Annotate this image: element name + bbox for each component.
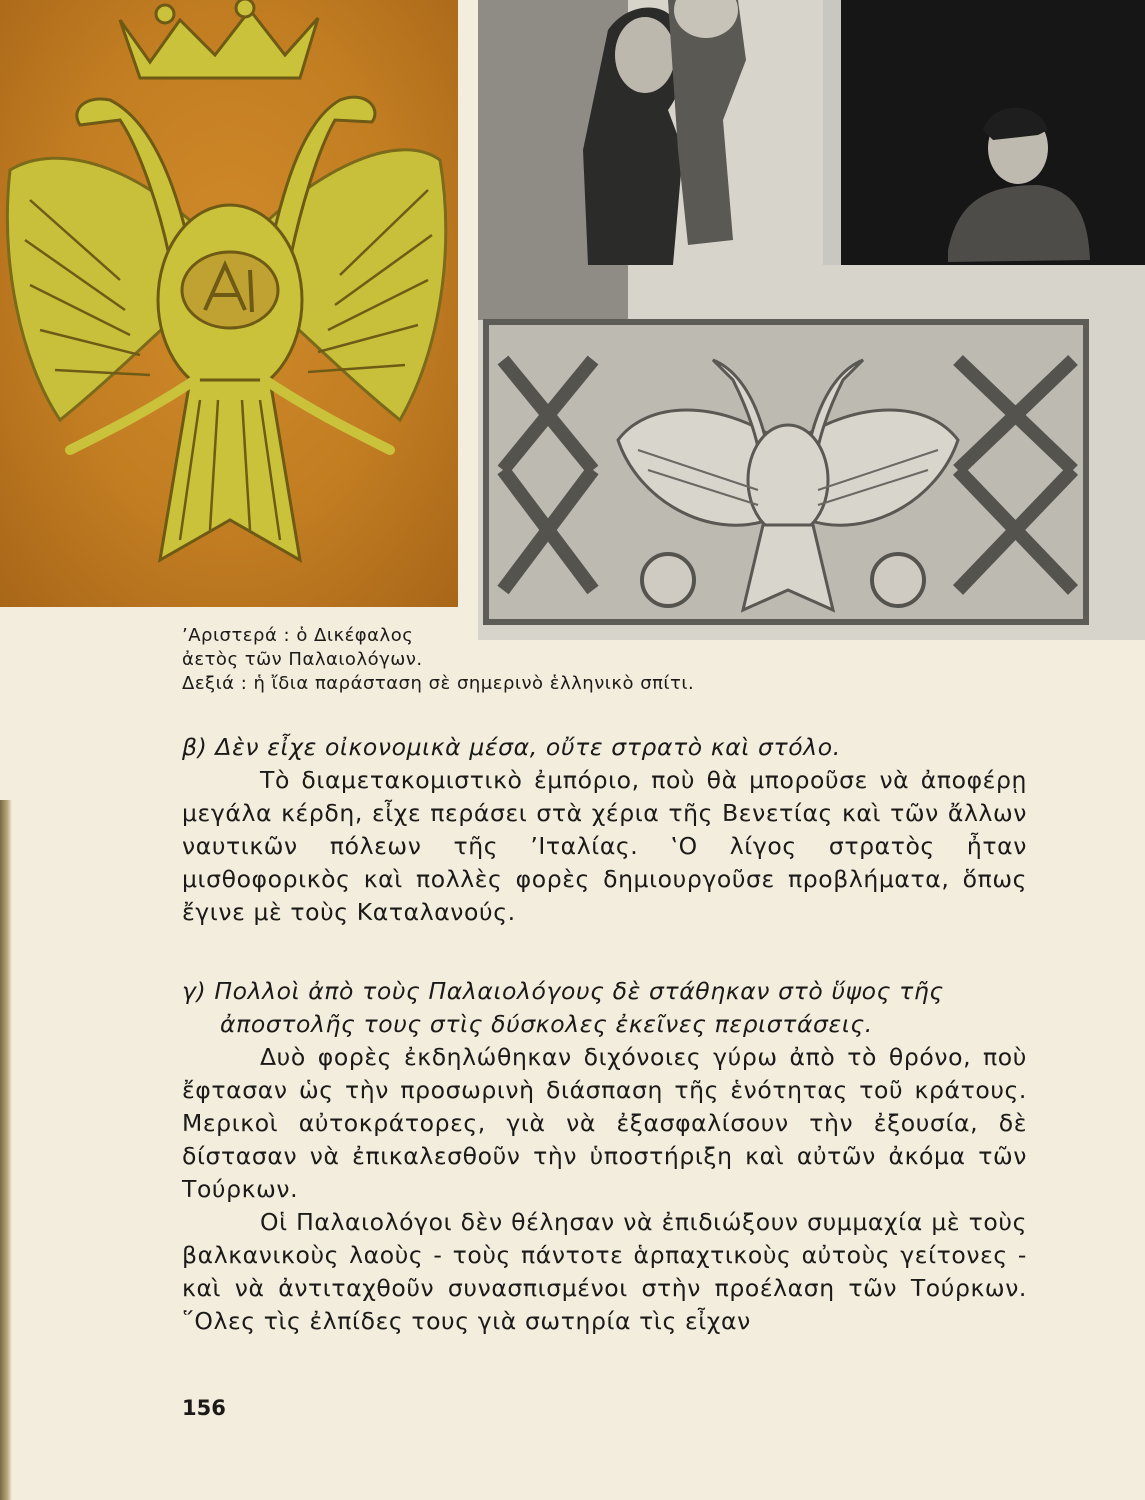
page-number: 156 xyxy=(182,1396,226,1420)
double-headed-eagle-illustration xyxy=(0,0,458,607)
section-c-paragraph-2: Οἱ Παλαιολόγοι δὲν θέλησαν νὰ ἐπιδιώξουν συμμαχία μὲ τοὺς βαλκανικοὺς λαοὺς - τοὺς πάντοτε ἁρπαχτικοὺς αὐτοὺς γείτονες - καὶ νὰ ἀντιταχθοῦν συνασπισμένοι στὴν προέλαση τῶν Τούρκων. ῞Ολες τὶς ἐλπίδες τους γιὰ σωτηρία τὶς εἶχαν xyxy=(182,1208,1027,1335)
caption-line: Δεξιά : ἡ ἴδια παράσταση σὲ σημερινὸ ἑλληνικὸ σπίτι. xyxy=(182,673,695,694)
figure-caption xyxy=(182,624,802,696)
section-b-paragraph: Τὸ διαμετακομιστικὸ ἐμπόριο, ποὺ θὰ μποροῦσε νὰ ἀποφέρῃ μεγάλα κέρδη, εἶχε περάσει στὰ χέρια τῆς Βενετίας καὶ τῶν ἄλλων ναυτικῶν πόλεων τῆς ’Ιταλίας. ‛Ο λίγος στρατὸς ἦταν μισθοφορικὸς καὶ πολλὲς φορὲς δημιουργοῦσε προβλήματα, ὅπως ἔγινε μὲ τοὺς Καταλανούς. xyxy=(182,766,1027,926)
balcony-photo-right xyxy=(478,0,1145,640)
section-b-heading: β) Δὲν εἶχε οἰκονομικὰ μέσα, οὔτε στρατὸ καὶ στόλο. xyxy=(182,733,841,761)
section-c-heading-line2: ἀποστολῆς τους στὶς δύσκολες ἐκεῖνες περιστάσεις. xyxy=(220,1010,873,1038)
section-c xyxy=(182,975,1027,1338)
eagle-photo-left xyxy=(0,0,458,607)
eagle-relief-balcony-photo xyxy=(478,0,1145,640)
section-c-paragraph-1: Δυὸ φορὲς ἐκδηλώθηκαν διχόνοιες γύρω ἀπὸ τὸ θρόνο, ποὺ ἔφτασαν ὡς τὴν προσωρινὴ διάσπαση τῆς ἑνότητας τοῦ κράτους. Μερικοὶ αὐτοκράτορες, γιὰ νὰ ἐξασφαλίσουν τὴν ἐξουσία, δὲ δίστασαν νὰ ἐπικαλεσθοῦν τὴν ὑποστήριξη καὶ αὐτῶν ἀκόμα τῶν Τούρκων. xyxy=(182,1043,1027,1203)
section-c-heading-line1: γ) Πολλοὶ ἀπὸ τοὺς Παλαιολόγους δὲ στάθηκαν στὸ ὕψος τῆς xyxy=(182,977,944,1005)
section-b xyxy=(182,731,1027,929)
page-binding-shadow xyxy=(0,800,12,1500)
caption-line: ’Αριστερά : ὁ Δικέφαλος xyxy=(182,625,414,646)
caption-line: ἀετὸς τῶν Παλαιολόγων. xyxy=(182,649,423,670)
